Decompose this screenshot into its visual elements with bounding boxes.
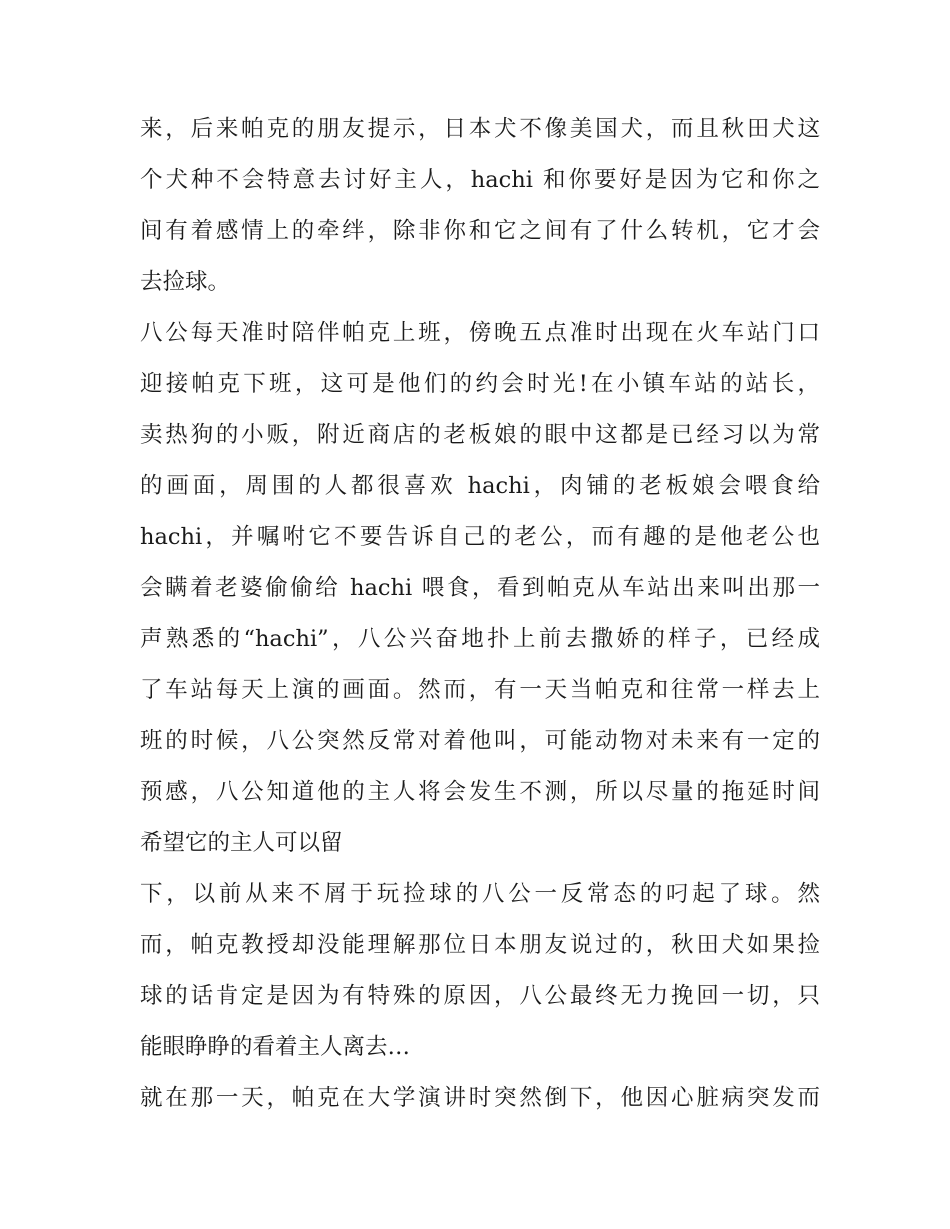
- text-line: 声熟悉的“hachi”，八公兴奋地扑上前去撒娇的样子，已经成: [140, 626, 820, 652]
- text-line: 能眼睁睁的看着主人离去…: [140, 1034, 411, 1060]
- text-line: 希望它的主人可以留: [140, 830, 343, 856]
- text-line: 卖热狗的小贩，附近商店的老板娘的眼中这都是已经习以为常: [140, 422, 820, 448]
- text-line: 就在那一天，帕克在大学演讲时突然倒下，他因心脏病突发而: [140, 1085, 820, 1111]
- text-line: 个犬种不会特意去讨好主人，hachi 和你要好是因为它和你之: [140, 167, 820, 193]
- text-line: 的画面，周围的人都很喜欢 hachi，肉铺的老板娘会喂食给: [140, 473, 820, 499]
- text-line: 了车站每天上演的画面。然而，有一天当帕克和往常一样去上: [140, 677, 820, 703]
- text-line: 班的时候，八公突然反常对着他叫，可能动物对未来有一定的: [140, 728, 820, 754]
- text-line: 预感，八公知道他的主人将会发生不测，所以尽量的拖延时间: [140, 779, 820, 805]
- text-line: 去捡球。: [140, 269, 231, 295]
- body-text: [140, 104, 820, 1124]
- text-line: 而，帕克教授却没能理解那位日本朋友说过的，秋田犬如果捡: [140, 932, 820, 958]
- text-line: hachi，并嘱咐它不要告诉自己的老公，而有趣的是他老公也: [140, 524, 820, 550]
- text-line: 八公每天准时陪伴帕克上班，傍晚五点准时出现在火车站门口: [140, 320, 820, 346]
- text-line: 会瞒着老婆偷偷给 hachi 喂食，看到帕克从车站出来叫出那一: [140, 575, 820, 601]
- text-line: 迎接帕克下班，这可是他们的约会时光!在小镇车站的站长，: [140, 371, 820, 397]
- text-line: 球的话肯定是因为有特殊的原因，八公最终无力挽回一切，只: [140, 983, 820, 1009]
- text-line: 来，后来帕克的朋友提示，日本犬不像美国犬，而且秋田犬这: [140, 116, 820, 142]
- text-line: 间有着感情上的牵绊，除非你和它之间有了什么转机，它才会: [140, 218, 820, 244]
- text-line: 下，以前从来不屑于玩捡球的八公一反常态的叼起了球。然: [140, 881, 820, 907]
